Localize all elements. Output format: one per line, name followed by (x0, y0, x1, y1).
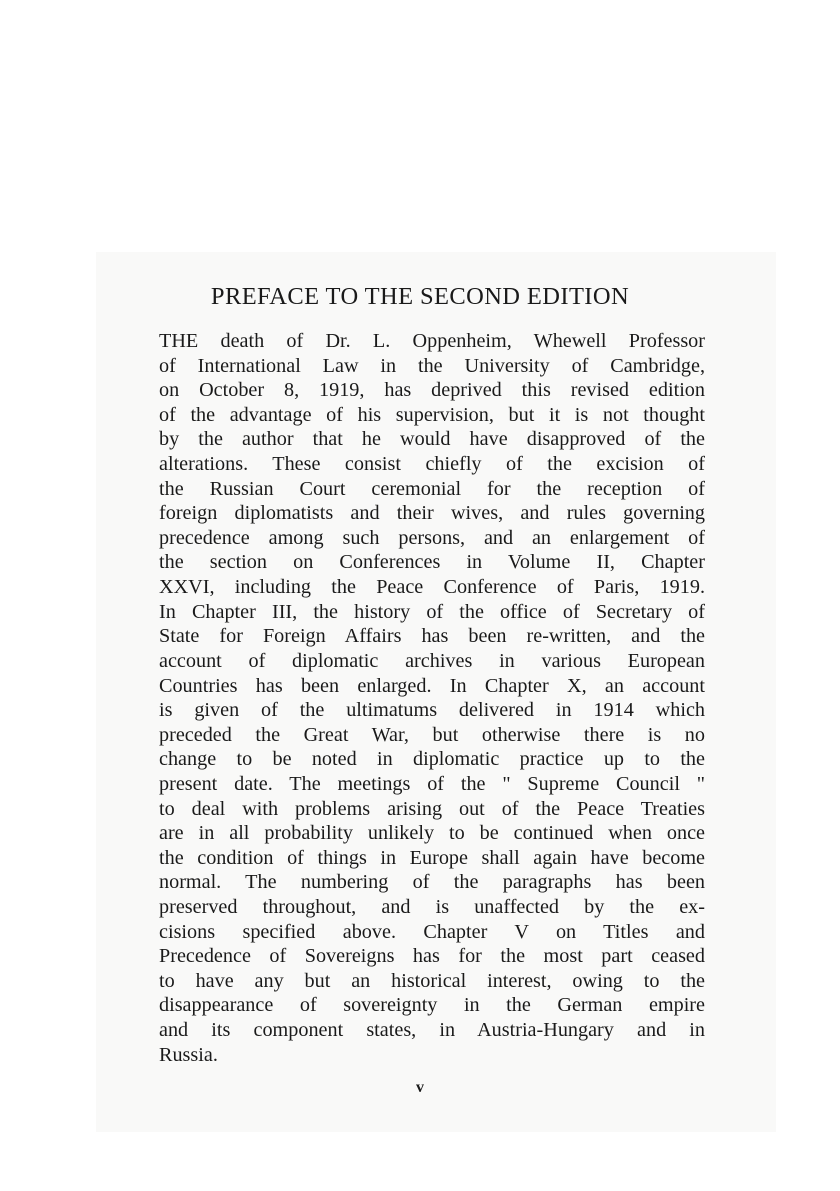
body-line: In Chapter III, the history of the office of Secretary of (159, 600, 705, 623)
body-line: on October 8, 1919, has deprived this revised edition (159, 379, 705, 402)
preface-body (159, 329, 705, 1067)
body-line: to have any but an historical interest, owing to the (159, 969, 705, 992)
body-line: is given of the ultimatums delivered in 1914 which (159, 699, 705, 722)
body-line: cisions specified above. Chapter V on Titles and (159, 920, 705, 943)
page-title: PREFACE TO THE SECOND EDITION (210, 283, 630, 310)
body-line: and its component states, in Austria-Hungary and in (159, 1019, 705, 1042)
body-line: XXVI, including the Peace Conference of Paris, 1919. (159, 576, 705, 599)
body-line: account of diplomatic archives in various European (159, 649, 705, 672)
body-line: preserved throughout, and is unaffected by the ex- (159, 896, 705, 919)
body-line: precedence among such persons, and an enlargement of (159, 526, 705, 549)
body-line: THE death of Dr. L. Oppenheim, Whewell Professor (159, 330, 705, 352)
body-line: the Russian Court ceremonial for the reception of (159, 477, 705, 500)
body-line: Countries has been enlarged. In Chapter X, an account (159, 674, 705, 697)
body-line: change to be noted in diplomatic practice up to the (159, 748, 705, 771)
body-line: Russia. (159, 1043, 218, 1066)
body-line: the section on Conferences in Volume II, Chapter (159, 551, 705, 574)
body-line: preceded the Great War, but otherwise there is no (159, 723, 705, 746)
body-line: State for Foreign Affairs has been re-written, and the (159, 625, 705, 648)
body-line: normal. The numbering of the paragraphs has been (159, 871, 705, 894)
body-line: alterations. These consist chiefly of the excision of (159, 453, 705, 476)
body-line: Precedence of Sovereigns has for the most part ceased (159, 945, 705, 968)
body-line: disappearance of sovereignty in the German empire (159, 994, 705, 1017)
body-line: of the advantage of his supervision, but it is not thought (159, 403, 705, 426)
body-line: the condition of things in Europe shall again have become (159, 846, 705, 869)
page-number: v (416, 1079, 424, 1096)
body-line: to deal with problems arising out of the Peace Treaties (159, 797, 705, 820)
body-line: are in all probability unlikely to be continued when once (159, 822, 705, 845)
body-line: by the author that he would have disapproved of the (159, 428, 705, 451)
body-line: foreign diplomatists and their wives, and rules governing (159, 502, 705, 525)
body-line: of International Law in the University of Cambridge, (159, 354, 705, 377)
body-line: present date. The meetings of the " Supreme Council " (159, 772, 705, 795)
